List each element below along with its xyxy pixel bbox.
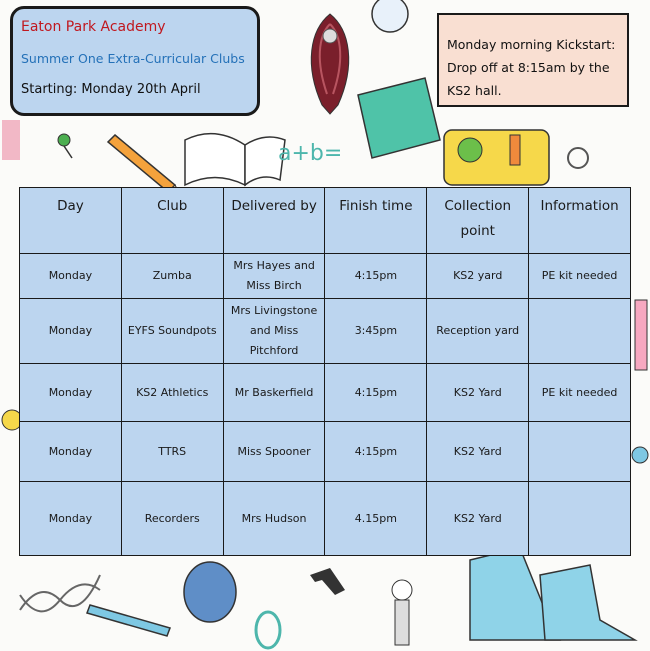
school-name: Eaton Park Academy bbox=[21, 19, 166, 35]
tape-icon bbox=[2, 120, 20, 160]
dna-icon bbox=[20, 575, 100, 611]
cell-information bbox=[529, 422, 631, 482]
notebook-icon bbox=[358, 78, 440, 158]
table-row bbox=[20, 422, 631, 482]
cell-collection-point: KS2 Yard bbox=[427, 364, 529, 422]
header-club: Club bbox=[121, 188, 223, 254]
cell-finish-time: 4:15pm bbox=[325, 254, 427, 299]
ruler-icon bbox=[635, 300, 647, 370]
book-icon bbox=[185, 134, 285, 185]
cell-collection-point: KS2 Yard bbox=[427, 482, 529, 556]
pen-icon bbox=[87, 605, 170, 636]
pushpin-icon bbox=[58, 134, 72, 158]
clubs-subtitle: Summer One Extra-Curricular Clubs bbox=[21, 51, 245, 66]
cell-finish-time: 4.15pm bbox=[325, 482, 427, 556]
cell-club: Zumba bbox=[121, 254, 223, 299]
cell-collection-point: KS2 yard bbox=[427, 254, 529, 299]
cell-delivered-by: Mrs Hudson bbox=[223, 482, 325, 556]
cell-day: Monday bbox=[20, 422, 122, 482]
arrow-doodle-icon bbox=[310, 568, 345, 595]
school-logo bbox=[300, 10, 360, 120]
header-delivered-by: Delivered by bbox=[223, 188, 325, 254]
table-row bbox=[20, 299, 631, 364]
cell-day: Monday bbox=[20, 299, 122, 364]
cell-day: Monday bbox=[20, 364, 122, 422]
cell-information: PE kit needed bbox=[529, 364, 631, 422]
mouse-icon bbox=[184, 562, 236, 622]
header-collection-point: Collection point bbox=[427, 188, 529, 254]
cell-day: Monday bbox=[20, 482, 122, 556]
start-date: Starting: Monday 20th April bbox=[21, 82, 201, 97]
cell-collection-point: Reception yard bbox=[427, 299, 529, 364]
cell-information bbox=[529, 482, 631, 556]
paperclip-icon bbox=[256, 612, 280, 648]
cell-delivered-by: Miss Spooner bbox=[223, 422, 325, 482]
math-doodle-icon: a+b= bbox=[278, 141, 343, 166]
cell-information bbox=[529, 299, 631, 364]
sneaker-icon bbox=[470, 548, 635, 640]
cell-finish-time: 3:45pm bbox=[325, 299, 427, 364]
table-row bbox=[20, 364, 631, 422]
cell-delivered-by: Mr Baskerfield bbox=[223, 364, 325, 422]
cell-delivered-by: Mrs Livingstone and Miss Pitchford bbox=[223, 299, 325, 364]
cell-collection-point: KS2 Yard bbox=[427, 422, 529, 482]
header-finish-time: Finish time bbox=[325, 188, 427, 254]
cell-club: EYFS Soundpots bbox=[121, 299, 223, 364]
spiral-icon bbox=[568, 148, 588, 168]
paintbrush-icon bbox=[392, 580, 412, 645]
bead-icon bbox=[632, 447, 648, 463]
cell-club: TTRS bbox=[121, 422, 223, 482]
table-row bbox=[20, 254, 631, 299]
cell-finish-time: 4:15pm bbox=[325, 364, 427, 422]
cell-information: PE kit needed bbox=[529, 254, 631, 299]
cell-club: KS2 Athletics bbox=[121, 364, 223, 422]
cell-delivered-by: Mrs Hayes and Miss Birch bbox=[223, 254, 325, 299]
table-row bbox=[20, 482, 631, 556]
lunchbox-icon bbox=[444, 130, 549, 185]
table-header-row bbox=[20, 188, 631, 254]
cell-finish-time: 4:15pm bbox=[325, 422, 427, 482]
header-day: Day bbox=[20, 188, 122, 254]
header-information: Information bbox=[529, 188, 631, 254]
school-info-box bbox=[10, 6, 260, 116]
globe-icon bbox=[372, 0, 408, 32]
clubs-table bbox=[19, 187, 631, 556]
cell-day: Monday bbox=[20, 254, 122, 299]
cell-club: Recorders bbox=[121, 482, 223, 556]
kickstart-notice: Monday morning Kickstart: Drop off at 8:15am by the KS2 hall. bbox=[437, 13, 629, 107]
